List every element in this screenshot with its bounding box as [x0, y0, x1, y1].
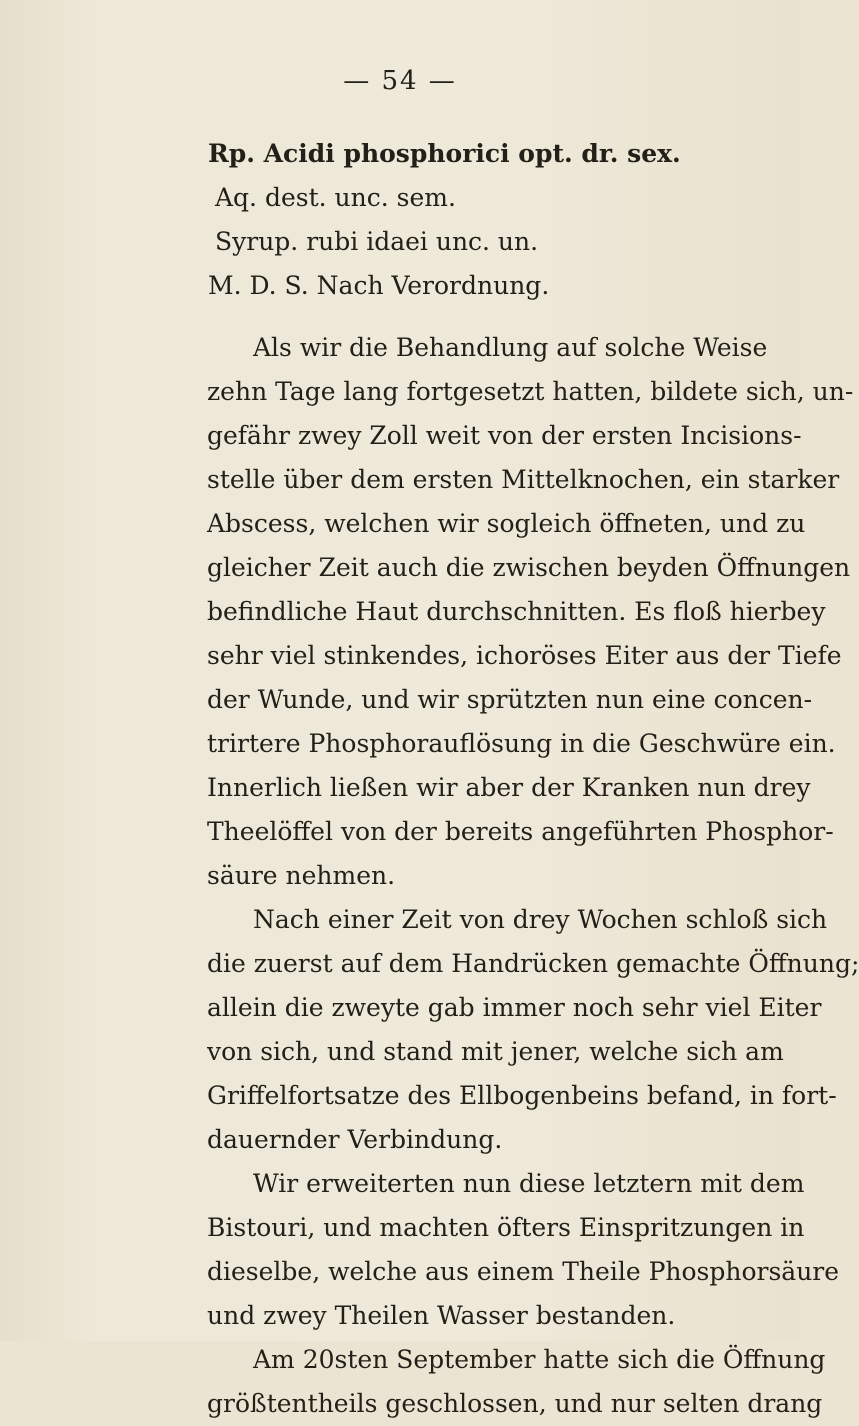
- text-line: sehr viel stinkendes, ichoröses Eiter aus der Tiefe: [207, 641, 842, 670]
- paragraph: [207, 898, 859, 1162]
- text-line: befindliche Haut durchschnitten. Es floß hierbey: [207, 597, 826, 626]
- paragraph: [207, 1338, 826, 1426]
- prescription-block: [208, 132, 728, 308]
- text-line: Theelöffel von der bereits angeführten Phosphor-: [207, 817, 834, 846]
- body-text: [207, 326, 859, 1426]
- text-line: trirtere Phosphorauflösung in die Geschwüre ein.: [207, 729, 836, 758]
- prescription-line: Syrup. rubi idaei unc. un.: [215, 227, 539, 256]
- text-line: Innerlich ließen wir aber der Kranken nun drey: [207, 773, 811, 802]
- page-number: — 54 —: [343, 66, 457, 96]
- text-line: zehn Tage lang fortgesetzt hatten, bildete sich, un-: [207, 377, 854, 406]
- text-line: allein die zweyte gab immer noch sehr viel Eiter: [207, 993, 822, 1022]
- text-line: Abscess, welchen wir sogleich öffneten, und zu: [207, 509, 806, 538]
- text-line: Wir erweiterten nun diese letztern mit dem: [253, 1169, 805, 1198]
- text-line: dauernder Verbindung.: [207, 1125, 503, 1154]
- text-line: stelle über dem ersten Mittelknochen, ein starker: [207, 465, 840, 494]
- text-line: dieselbe, welche aus einem Theile Phosphorsäure: [207, 1257, 840, 1286]
- text-line: Nach einer Zeit von drey Wochen schloß sich: [253, 905, 828, 934]
- text-line: die zuerst auf dem Handrücken gemachte Öffnung;: [207, 949, 859, 978]
- text-line: gleicher Zeit auch die zwischen beyden Öffnungen: [207, 553, 851, 582]
- prescription-line: Rp. Acidi phosphorici opt. dr. sex.: [208, 139, 681, 168]
- prescription-line: M. D. S. Nach Verordnung.: [208, 271, 550, 300]
- text-line: und zwey Theilen Wasser bestanden.: [207, 1301, 676, 1330]
- text-line: Bistouri, und machten öfters Einspritzungen in: [207, 1213, 805, 1242]
- prescription-line: Aq. dest. unc. sem.: [215, 183, 456, 212]
- text-line: der Wunde, und wir sprützten nun eine concen-: [207, 685, 813, 714]
- paragraph: [207, 1162, 840, 1338]
- paragraph: [207, 326, 854, 898]
- text-line: säure nehmen.: [207, 861, 396, 890]
- text-line: Griffelfortsatze des Ellbogenbeins befand, in fort-: [207, 1081, 837, 1110]
- text-line: von sich, und stand mit jener, welche sich am: [207, 1037, 784, 1066]
- text-line: größtentheils geschlossen, und nur selten drang: [207, 1389, 823, 1418]
- text-line: gefähr zwey Zoll weit von der ersten Incisions-: [207, 421, 802, 450]
- text-line: Als wir die Behandlung auf solche Weise: [253, 333, 768, 362]
- text-line: Am 20sten September hatte sich die Öffnung: [253, 1345, 826, 1374]
